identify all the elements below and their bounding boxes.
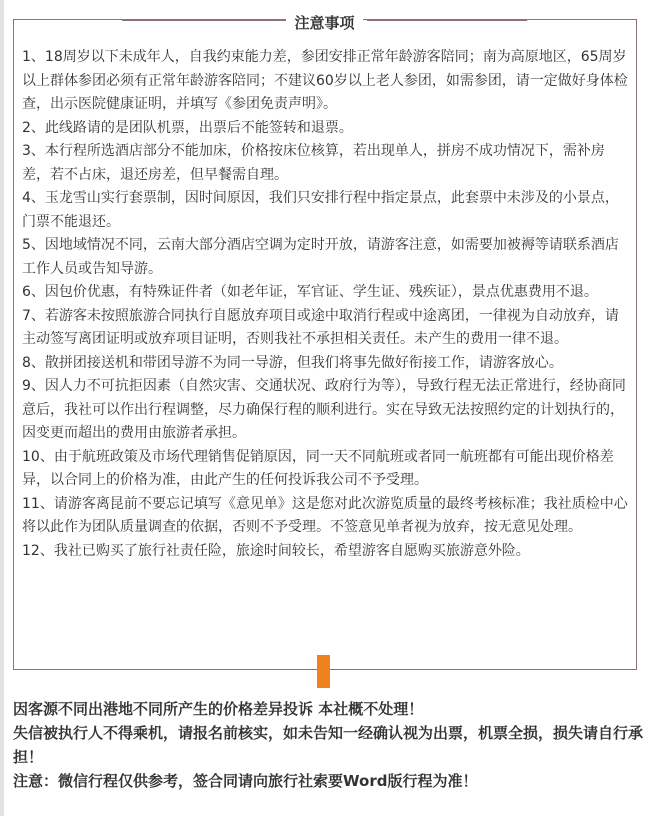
footer-notes bbox=[13, 697, 643, 793]
notice-item: 8、散拼团接送机和带团导游不为同一导游，但我们将事先做好衔接工作，请游客放心。 bbox=[22, 354, 563, 371]
notice-item: 2、此线路请的是团队机票，出票后不能签转和退票。 bbox=[22, 119, 353, 136]
footer-line-price-complaint: 因客源不同出港地不同所产生的价格差异投诉 本社概不处理！ bbox=[13, 700, 424, 718]
notice-item: 9、因人力不可抗拒因素（自然灾害、交通状况、政府行为等），导致行程无法正常进行，经协商同意后，我社可以作出行程调整，尽力确保行程的顺利进行。实在导致无法按照约定的计划执行的，因变更而超出的费用由旅游者承担。 bbox=[22, 378, 626, 441]
orange-divider-mark bbox=[317, 655, 330, 688]
notice-item: 5、因地域情况不同，云南大部分酒店空调为定时开放，请游客注意，如需要加被褥等请联系酒店工作人员或告知导游。 bbox=[22, 237, 619, 277]
notice-title-wrap bbox=[0, 12, 649, 36]
notice-item: 12、我社已购买了旅行社责任险，旅途时间较长，希望游客自愿购买旅游意外险。 bbox=[22, 542, 530, 559]
left-edge-stripe bbox=[0, 0, 4, 816]
notice-item: 1、18周岁以下未成年人，自我约束能力差，参团安排正常年龄游客陪同；南为高原地区，65周岁以上群体参团必须有正常年龄游客陪同；不建议60岁以上老人参团，如需参团，请一定做好身体检查，出示医院健康证明，并填写《参团免责声明》。 bbox=[22, 49, 628, 112]
notice-list bbox=[22, 46, 632, 563]
footer-line-wechat-note: 注意：微信行程仅供参考，签合同请向旅行社索要Word版行程为准！ bbox=[13, 772, 478, 790]
notice-item: 3、本行程所选酒店部分不能加床，价格按床位核算，若出现单人，拼房不成功情况下，需补房差，若不占床，退还房差，但早餐需自理。 bbox=[22, 143, 605, 183]
footer-line-dishonest-debtor: 失信被执行人不得乘机，请报名前核实，如未告知一经确认视为出票，机票全损，损失请自行承担！ bbox=[13, 724, 644, 766]
notice-item: 4、玉龙雪山实行套票制，因时间原因，我们只安排行程中指定景点，此套票中未涉及的小景点，门票不能退还。 bbox=[22, 190, 619, 230]
notice-item: 11、请游客离昆前不要忘记填写《意见单》这是您对此次游览质量的最终考核标准；我社质检中心将以此作为团队质量调查的依据，否则不予受理。不签意见单者视为放弃，按无意见处理。 bbox=[22, 495, 628, 535]
notice-item: 7、若游客未按照旅游合同执行自愿放弃项目或途中取消行程或中途离团，一律视为自动放弃，请主动签写离团证明或放弃项目证明，否则我社不承担相关责任。未产生的费用一律不退。 bbox=[22, 307, 619, 347]
notice-item: 6、因包价优惠，有特殊证件者（如老年证，军官证、学生证、残疾证），景点优惠费用不退。 bbox=[22, 284, 598, 300]
notice-item: 10、由于航班政策及市场代理销售促销原因，同一天不同航班或者同一航班都有可能出现价格差异，以合同上的价格为准，由此产生的任何投诉我公司不予受理。 bbox=[22, 448, 614, 488]
notice-title: 注意事项 bbox=[286, 12, 362, 34]
